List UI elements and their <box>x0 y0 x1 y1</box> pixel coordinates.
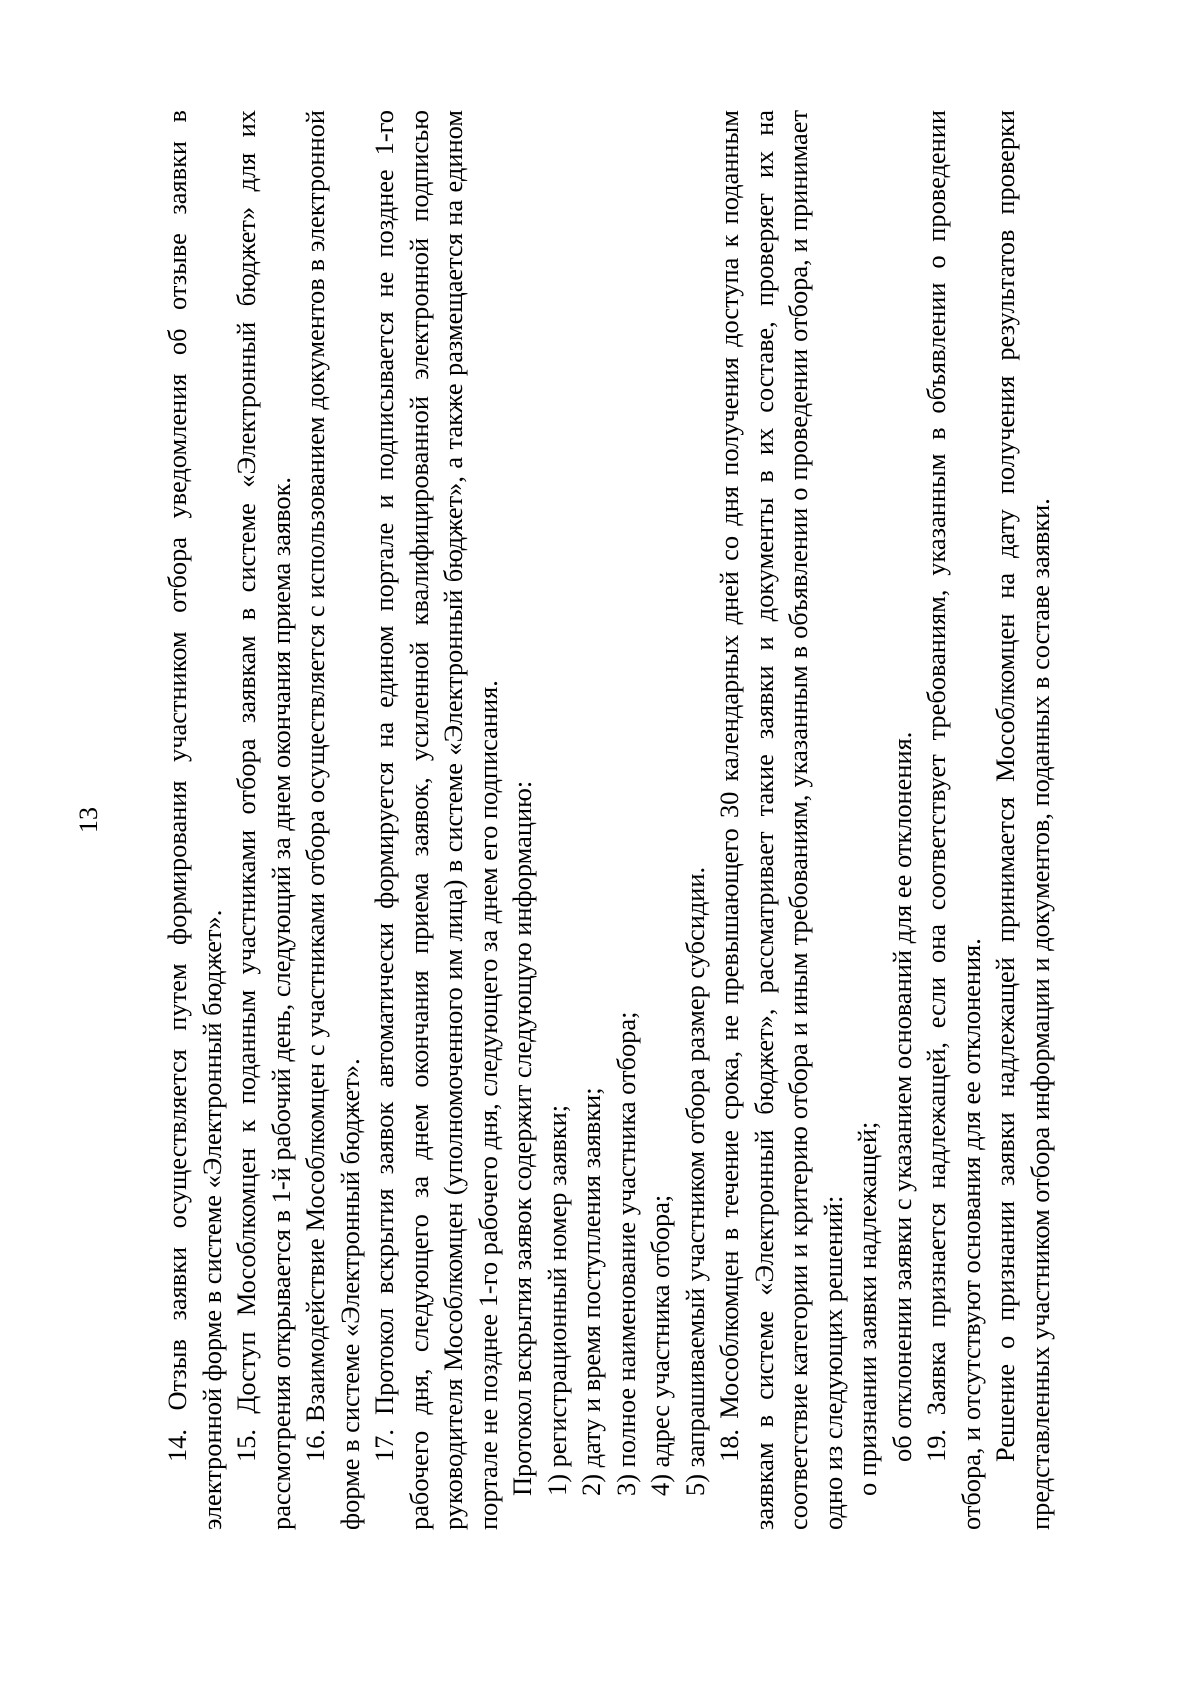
paragraph-14: 14. Отзыв заявки осуществляется путем формирования участником отбора уведомления об отзыве заявки в электронной форме в системе «Электронный бюджет». <box>162 110 227 1530</box>
paragraph-18: 18. Мособлкомцен в течение срока, не превышающего 30 календарных дней со дня получения доступа к поданным заявкам в системе «Электронный бюджет», рассматривает такие заявки и документы в их составе, проверяет их на соответствие категории и критерию отбора и иным требованиям, указанным в объявлении о проведении отбора, и принимает одно из следующих решений: <box>714 110 848 1530</box>
list-item: 1) регистрационный номер заявки; <box>541 1104 572 1496</box>
paragraph-16: 16. Взаимодействие Мособлкомцен с участниками отбора осуществляется с использованием документов в электронной форме в системе «Электронный бюджет». <box>300 110 365 1530</box>
rotated-content <box>74 110 1180 1530</box>
list-item: 3) полное наименование участника отбора; <box>610 1011 641 1496</box>
decision-option: об отклонении заявки с указанием оснований для ее отклонения. <box>886 731 917 1462</box>
list-item: 2) дату и время поступления заявки; <box>576 1087 606 1496</box>
list-item: 5) запрашиваемый участником отбора размер субсидии. <box>679 866 710 1496</box>
page-number: 13 <box>74 807 103 833</box>
decision-option: о признании заявки надлежащей; <box>852 1121 882 1496</box>
paragraph-17: 17. Протокол вскрытия заявок автоматически формируется на едином портале и подписывается не позднее 1-го рабочего дня, следующего за днем окончания приема заявок, усиленной квалифицированной электронной подписью руководителя Мособлкомцен (уполномоченного им лица) в системе «Электронный бюджет», а также размещается на едином портале не позднее 1-го рабочего дня, следующего за днем его подписания. <box>369 110 503 1530</box>
paragraph-decision: Решение о признании заявки надлежащей принимается Мособлкомцен на дату получения результатов проверки представленных участником отбора информации и документов, поданных в составе заявки. <box>990 110 1055 1530</box>
list-item: 4) адрес участника отбора; <box>645 1194 675 1496</box>
paragraph-19: 19. Заявка признается надлежащей, если она соответствует требованиям, указанным в объявлении о проведении отбора, и отсутствуют основания для ее отклонения. <box>921 110 986 1530</box>
paragraph-15: 15. Доступ Мособлкомцен к поданным участниками отбора заявкам в системе «Электронный бюджет» для их рассмотрения открывается в 1-й рабочий день, следующий за днем окончания приема заявок. <box>231 110 296 1530</box>
protocol-intro: Протокол вскрытия заявок содержит следующую информацию: <box>507 780 537 1496</box>
